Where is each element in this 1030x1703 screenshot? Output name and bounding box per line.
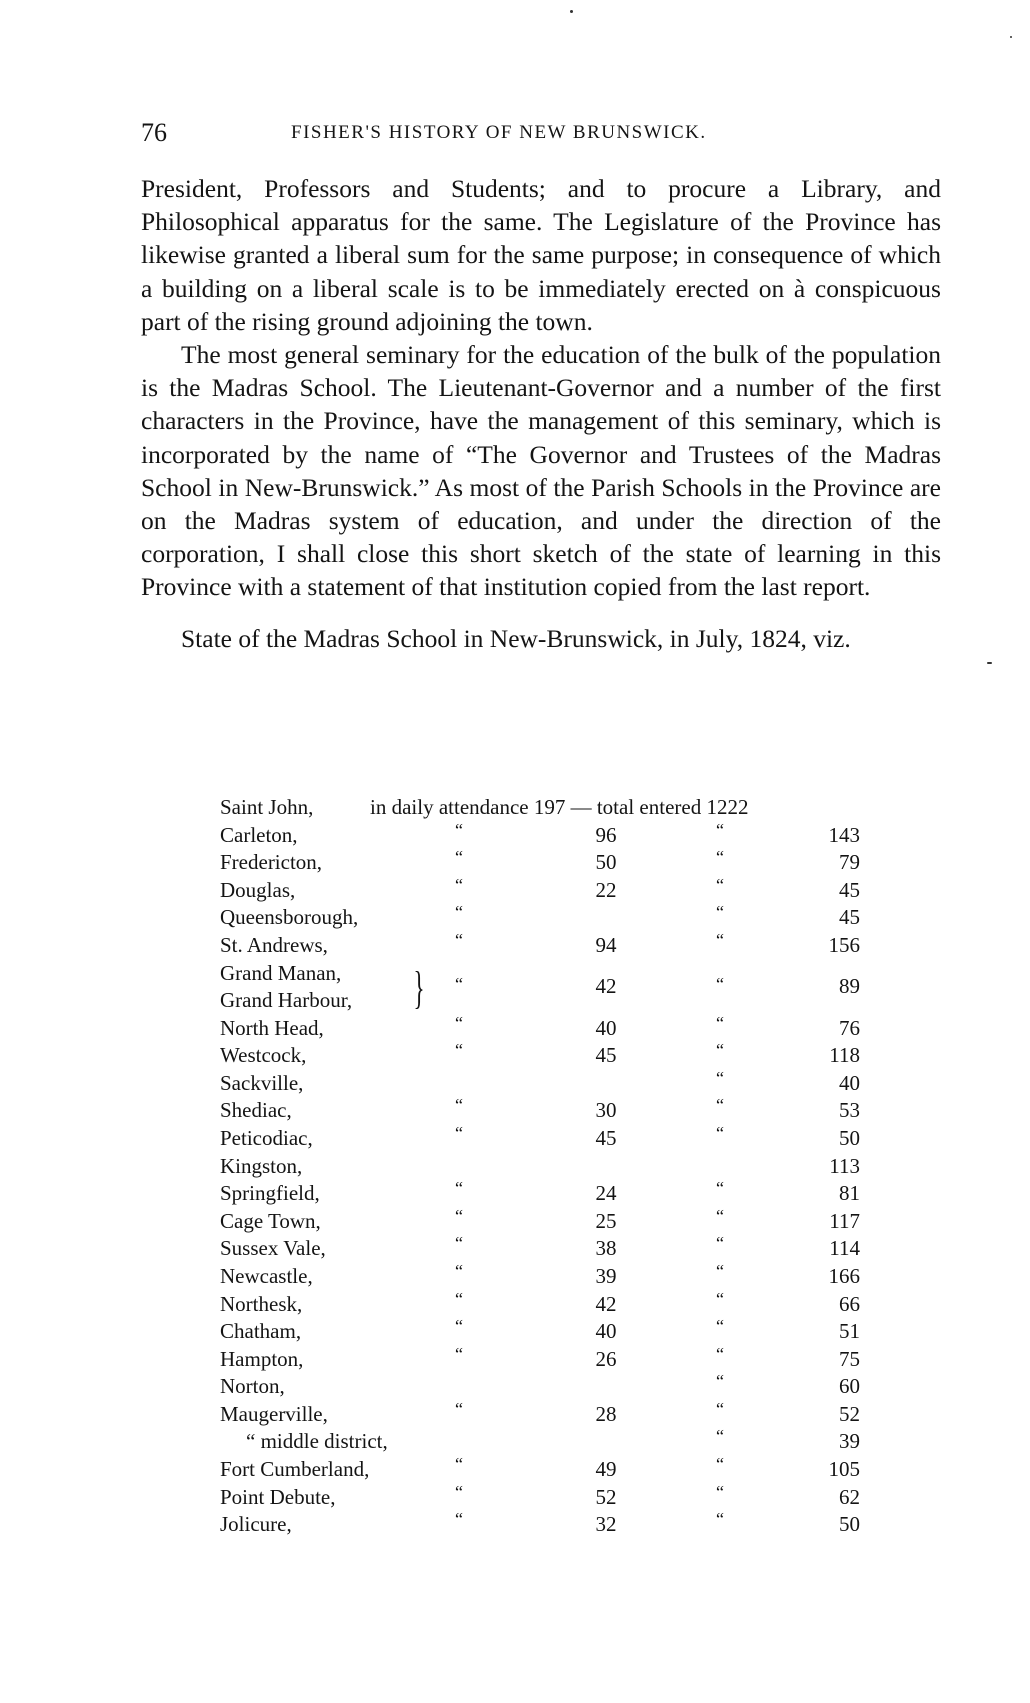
ditto-mark: “	[716, 1122, 724, 1143]
table-row	[220, 847, 860, 878]
place-name: Newcastle,	[220, 1263, 313, 1288]
place-name: Jolicure,	[220, 1512, 292, 1537]
total-value: 114	[829, 1236, 860, 1261]
table-row	[220, 1426, 860, 1457]
place-name: “ middle district,	[246, 1429, 388, 1454]
place-name: Chatham,	[220, 1319, 302, 1344]
ditto-mark: “	[455, 1095, 463, 1116]
place-name: Queensborough,	[220, 905, 359, 930]
attendance-value: 52	[595, 1484, 617, 1509]
table-row	[220, 819, 860, 851]
body-text	[141, 172, 941, 655]
attendance-value: 45	[595, 1043, 617, 1068]
total-value: 143	[828, 822, 860, 847]
place-name: Grand Harbour,	[220, 987, 353, 1012]
ditto-mark: “	[455, 1178, 463, 1199]
table-row	[220, 1012, 860, 1044]
page-header	[141, 118, 941, 152]
attendance-value: 28	[595, 1401, 617, 1426]
place-name: Fort Cumberland,	[220, 1457, 370, 1482]
place-name: Sussex Vale,	[220, 1236, 326, 1261]
attendance-value: 26	[595, 1346, 617, 1371]
total-value: 50	[839, 1125, 860, 1150]
table-row	[220, 1288, 860, 1320]
ditto-mark: “	[455, 1509, 463, 1530]
total-value: 40	[839, 1070, 860, 1095]
total-value: 166	[828, 1263, 860, 1288]
place-name: Saint John,	[220, 795, 314, 819]
ditto-mark: “	[455, 1481, 463, 1502]
ditto-mark: “	[455, 1205, 463, 1226]
attendance-value: 40	[595, 1319, 617, 1344]
ditto-mark: “	[716, 1481, 724, 1502]
place-name: Northesk,	[220, 1291, 303, 1316]
table-row	[220, 1343, 860, 1375]
table-row	[220, 1371, 860, 1402]
total-value: 105	[828, 1457, 860, 1482]
place-name: Cage Town,	[220, 1208, 321, 1233]
attendance-value: 25	[595, 1208, 617, 1233]
place-name: Norton,	[220, 1374, 285, 1399]
ditto-mark: “	[455, 1288, 463, 1309]
table-body	[220, 819, 860, 1540]
place-name: Maugerville,	[220, 1401, 328, 1426]
place-name: North Head,	[220, 1015, 324, 1040]
paragraph: The most general seminary for the education of the bulk of the population is the Madras School. The Lieutenant-Governor and a number of the first characters in the Province, have the management of this seminary, which is incorporated by the name of “The Governor and Trustees of the Madras School in New-Brunswick.” As most of the Parish Schools in the Province are on the Madras system of education, and under the direction of the corporation, I shall close this short sketch of the state of learning in this Province with a statement of that institution copied from the last report.	[141, 340, 941, 602]
total-value: 45	[839, 877, 860, 902]
total-value: 75	[839, 1346, 860, 1371]
table-row	[220, 1509, 860, 1540]
total-value: 66	[839, 1291, 860, 1316]
ditto-mark: “	[455, 1233, 463, 1254]
place-name: Springfield,	[220, 1181, 320, 1206]
ditto-mark: “	[716, 1095, 724, 1116]
ditto-mark: “	[455, 1454, 463, 1475]
table-intro: State of the Madras School in New-Brunswick, in July, 1824, viz.	[181, 623, 851, 653]
place-name: Carleton,	[220, 822, 298, 847]
table-row	[220, 1481, 860, 1513]
total-value: 118	[829, 1043, 860, 1068]
ditto-mark: “	[716, 929, 724, 950]
table-header-row	[220, 795, 860, 823]
attendance-value: 45	[595, 1125, 617, 1150]
ditto-mark: “	[455, 929, 463, 950]
table-row	[220, 1260, 860, 1292]
brace: }	[413, 961, 425, 1013]
ditto-mark: “	[716, 874, 724, 895]
place-name: Shediac,	[220, 1098, 292, 1123]
ditto-mark: “	[716, 1178, 724, 1199]
attendance-value: 50	[595, 850, 617, 875]
ditto-mark: “	[716, 847, 724, 868]
ditto-mark: “	[455, 1398, 463, 1419]
ditto-mark: “	[455, 973, 463, 994]
place-name: Sackville,	[220, 1070, 304, 1095]
place-name: Douglas,	[220, 877, 296, 902]
attendance-value: 38	[595, 1236, 617, 1261]
place-name: Peticodiac,	[220, 1125, 313, 1150]
ditto-mark: “	[716, 1288, 724, 1309]
ditto-mark: “	[716, 819, 724, 840]
ditto-mark: “	[716, 1371, 724, 1392]
ditto-mark: “	[716, 1398, 724, 1419]
table-row	[220, 1095, 860, 1126]
ditto-mark: “	[455, 902, 463, 923]
total-value: 51	[839, 1319, 860, 1344]
attendance-value: 94	[595, 932, 617, 957]
ditto-mark: “	[716, 1067, 724, 1088]
total-value: 76	[839, 1015, 860, 1040]
running-head: FISHER'S HISTORY OF NEW BRUNSWICK.	[291, 122, 707, 143]
ditto-mark: “	[455, 1040, 463, 1061]
place-name: Grand Manan,	[220, 960, 342, 985]
total-value: 79	[839, 850, 860, 875]
table-row	[220, 1178, 860, 1209]
ditto-mark: “	[716, 1205, 724, 1226]
table-row	[220, 902, 860, 933]
place-name: St. Andrews,	[220, 932, 328, 957]
place-name: Westcock,	[220, 1043, 307, 1068]
ditto-mark: “	[716, 1343, 724, 1364]
table-row	[220, 1398, 860, 1430]
attendance-value: 24	[595, 1181, 617, 1206]
table-row	[220, 1454, 860, 1485]
ditto-mark: “	[716, 1260, 724, 1281]
scan-speck	[570, 10, 573, 13]
table-row	[220, 1122, 860, 1154]
ditto-mark: “	[455, 847, 463, 868]
ditto-mark: “	[716, 1509, 724, 1530]
ditto-mark: “	[716, 1316, 724, 1337]
total-value: 53	[839, 1098, 860, 1123]
ditto-mark: “	[455, 1122, 463, 1143]
place-name: Kingston,	[220, 1153, 303, 1178]
total-value: 60	[839, 1374, 860, 1399]
scan-speck	[1010, 36, 1012, 38]
place-name: Point Debute,	[220, 1484, 336, 1509]
table-row	[220, 1316, 860, 1347]
ditto-mark: “	[455, 1343, 463, 1364]
attendance-value: 42	[595, 973, 617, 998]
table-row	[220, 1205, 860, 1237]
ditto-mark: “	[455, 874, 463, 895]
ditto-mark: “	[455, 1012, 463, 1033]
total-value: 62	[839, 1484, 860, 1509]
total-value: 52	[839, 1401, 860, 1426]
ditto-mark: “	[716, 1454, 724, 1475]
table-row	[220, 1040, 860, 1071]
table-row	[220, 1233, 860, 1264]
total-value: 39	[839, 1429, 860, 1454]
attendance-value: 39	[595, 1263, 617, 1288]
table-row	[220, 874, 860, 906]
page-number: 76	[141, 118, 167, 147]
total-value: 50	[839, 1512, 860, 1537]
total-value: 113	[829, 1153, 860, 1178]
ditto-mark: “	[455, 1260, 463, 1281]
total-value: 45	[839, 905, 860, 930]
total-value: 156	[828, 932, 860, 957]
ditto-mark: “	[716, 1012, 724, 1033]
table-row	[220, 929, 860, 961]
total-value: 117	[829, 1208, 860, 1233]
total-value: 89	[839, 973, 860, 998]
paragraph: President, Professors and Students; and to procure a Library, and Philosophical apparatus for the same. The Legislature of the Province has likewise granted a liberal sum for the same purpose; in consequence of which a building on a liberal scale is to be immediately erected on à conspicuous part of the rising ground adjoining the town.	[141, 174, 941, 336]
place-name: Hampton,	[220, 1346, 304, 1371]
place-name: Fredericton,	[220, 850, 323, 875]
ditto-mark: “	[716, 1040, 724, 1061]
scan-speck	[987, 662, 992, 664]
table-row	[220, 1067, 860, 1099]
total-value: 81	[839, 1181, 860, 1206]
ditto-mark: “	[455, 819, 463, 840]
attendance-value: 49	[595, 1457, 617, 1482]
school-table	[220, 795, 860, 1540]
attendance-value: 96	[595, 822, 617, 847]
ditto-mark: “	[455, 1316, 463, 1337]
ditto-mark: “	[716, 902, 724, 923]
header-text: in daily attendance 197 — total entered 1222	[370, 795, 749, 819]
attendance-value: 22	[595, 877, 617, 902]
ditto-mark: “	[716, 973, 724, 994]
attendance-value: 32	[595, 1512, 617, 1537]
ditto-mark: “	[716, 1233, 724, 1254]
table-row	[220, 961, 860, 1016]
attendance-value: 30	[595, 1098, 617, 1123]
ditto-mark: “	[716, 1426, 724, 1447]
table-row	[220, 1154, 860, 1182]
attendance-value: 42	[595, 1291, 617, 1316]
attendance-value: 40	[595, 1015, 617, 1040]
